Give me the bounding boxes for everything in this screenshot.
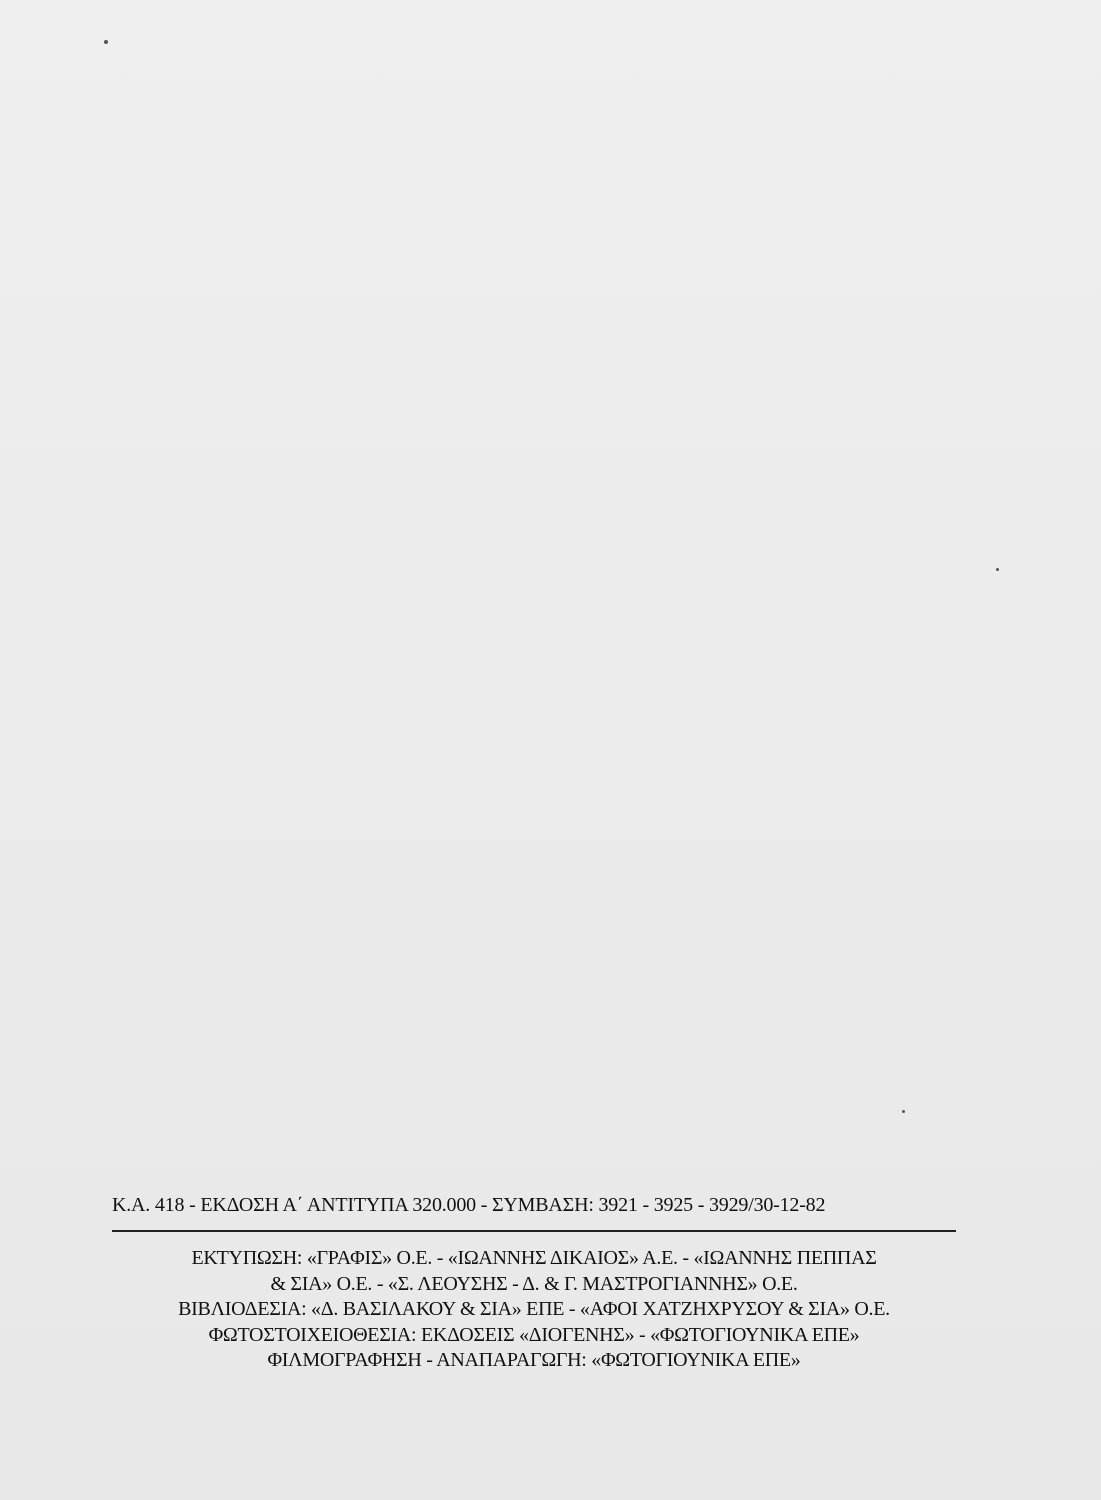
credit-line-filmsetting: ΦΙΛΜΟΓΡΑΦΗΣΗ - ΑΝΑΠΑΡΑΓΩΓΗ: «ΦΩΤΟΓΙΟΥΝΙΚΑ ΕΠΕ»	[267, 1349, 801, 1371]
print-run-info: Κ.Α. 418 - ΕΚΔΟΣΗ Α΄ ΑΝΤΙΤΥΠΑ 320.000 - ΣΥΜΒΑΣΗ: 3921 - 3925 - 3929/30-12-82	[112, 1194, 826, 1216]
dust-speck	[104, 40, 108, 44]
divider-rule	[112, 1230, 956, 1232]
dust-speck	[902, 1110, 905, 1113]
credit-line-typesetting: ΦΩΤΟΣΤΟΙΧΕΙΟΘΕΣΙΑ: ΕΚΔΟΣΕΙΣ «ΔΙΟΓΕΝΗΣ» - «ΦΩΤΟΓΙΟΥΝΙΚΑ ΕΠΕ»	[208, 1323, 860, 1346]
printing-credits	[112, 1246, 956, 1374]
colophon	[112, 1192, 956, 1374]
credit-line-binding: ΒΙΒΛΙΟΔΕΣΙΑ: «Δ. ΒΑΣΙΛΑΚΟΥ & ΣΙΑ» ΕΠΕ - «ΑΦΟΙ ΧΑΤΖΗΧΡΥΣΟΥ & ΣΙΑ» Ο.Ε.	[178, 1298, 890, 1320]
credit-line-printing-cont: & ΣΙΑ» Ο.Ε. - «Σ. ΛΕΟΥΣΗΣ - Δ. & Γ. ΜΑΣΤΡΟΓΙΑΝΝΗΣ» Ο.Ε.	[270, 1272, 798, 1295]
credit-line-printing: ΕΚΤΥΠΩΣΗ: «ΓΡΑΦΙΣ» Ο.Ε. - «ΙΩΑΝΝΗΣ ΔΙΚΑΙΟΣ» Α.Ε. - «ΙΩΑΝΝΗΣ ΠΕΠΠΑΣ	[191, 1247, 877, 1269]
dust-speck	[996, 568, 999, 571]
